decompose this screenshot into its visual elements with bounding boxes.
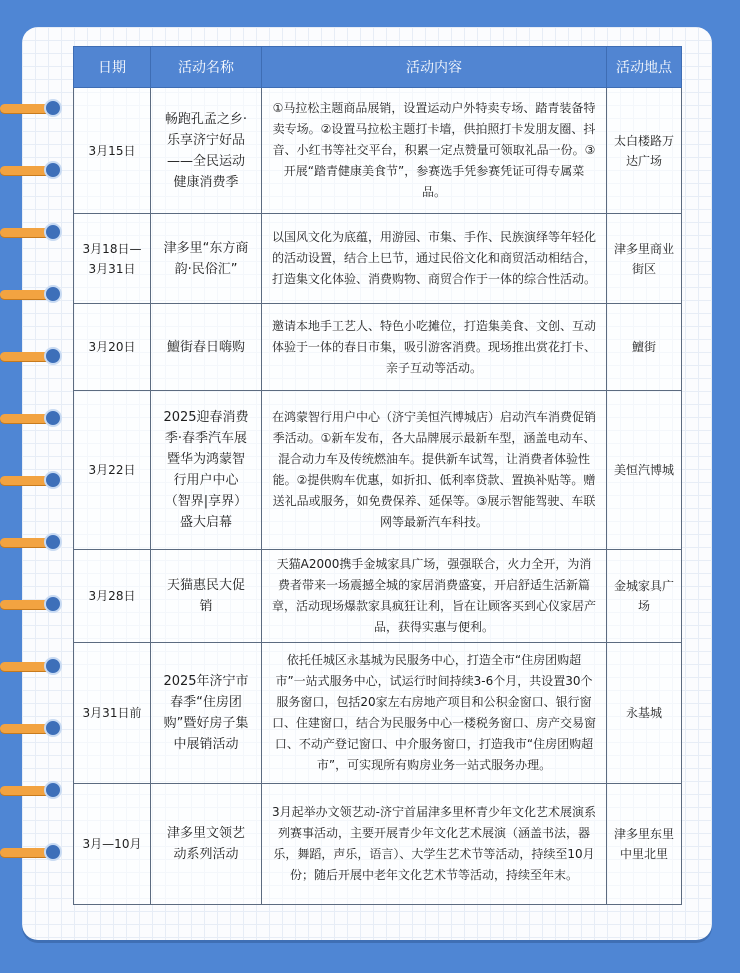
event-schedule-table xyxy=(73,46,682,905)
binder-ring xyxy=(0,655,62,677)
cell-activity-name: 鱣街春日嗨购 xyxy=(151,304,262,391)
header-activity-location: 活动地点 xyxy=(607,47,682,88)
cell-activity-content: 在鸿蒙智行用户中心（济宁美恒汽博城店）启动汽车消费促销季活动。①新车发布，各大品牌展示最新车型，涵盖电动车、混合动力车及传统燃油车。提供新车试驾，让消费者体验性能。②提供购车优惠，如折扣、低利率贷款、置换补贴等。赠送礼品或服务，如免费保养、延保等。③展示智能驾驶、车联网等最新汽车科技。 xyxy=(262,391,607,550)
cell-activity-name: 2025年济宁市春季“住房团购”暨好房子集中展销活动 xyxy=(151,643,262,784)
cell-date: 3月22日 xyxy=(74,391,151,550)
binder-ring xyxy=(0,97,62,119)
cell-location: 美恒汽博城 xyxy=(607,391,682,550)
binder-ring xyxy=(0,779,62,801)
cell-activity-content: ①马拉松主题商品展销，设置运动户外特卖专场、踏青装备特卖专场。②设置马拉松主题打卡墙，供拍照打卡发朋友圈、抖音、小红书等社交平台，积累一定点赞量可领取礼品一份。③开展“踏青健康美食节”，参赛选手凭参赛凭证可得专属菜品。 xyxy=(262,88,607,214)
binder-ring xyxy=(0,221,62,243)
table-row xyxy=(74,304,682,391)
cell-date: 3月15日 xyxy=(74,88,151,214)
binder-ring xyxy=(0,407,62,429)
cell-activity-name: 2025迎春消费季·春季汽车展暨华为鸿蒙智行用户中心（智界|享界）盛大启幕 xyxy=(151,391,262,550)
table-row xyxy=(74,214,682,304)
binder-ring xyxy=(0,345,62,367)
header-activity-name: 活动名称 xyxy=(151,47,262,88)
header-date: 日期 xyxy=(74,47,151,88)
table-header-row xyxy=(74,47,682,88)
cell-activity-content: 依托任城区永基城为民服务中心，打造全市“住房团购超市”一站式服务中心，试运行时间持续3-6个月，共设置30个服务窗口，包括20家左右房地产项目和公积金窗口、银行窗口、住建窗口，结合为民服务中心一楼税务窗口、房产交易窗口、不动产登记窗口、中介服务窗口，打造我市“住房团购超市”，可实现所有购房业务一站式服务办理。 xyxy=(262,643,607,784)
cell-location: 金城家具广场 xyxy=(607,550,682,643)
cell-activity-name: 天猫惠民大促销 xyxy=(151,550,262,643)
binder-ring xyxy=(0,717,62,739)
cell-activity-name: 畅跑孔孟之乡·乐享济宁好品——全民运动健康消费季 xyxy=(151,88,262,214)
table-row xyxy=(74,643,682,784)
cell-activity-content: 天猫A2000携手金城家具广场，强强联合，火力全开，为消费者带来一场震撼全城的家居消费盛宴，开启舒适生活新篇章，活动现场爆款家具疯狂让利，旨在让顾客买到心仪家居产品，获得实惠与便利。 xyxy=(262,550,607,643)
binder-ring xyxy=(0,531,62,553)
cell-location: 永基城 xyxy=(607,643,682,784)
binder-ring xyxy=(0,159,62,181)
cell-location: 太白楼路万达广场 xyxy=(607,88,682,214)
cell-activity-content: 3月起举办文领艺动-济宁首届津多里杯青少年文化艺术展演系列赛事活动，主要开展青少年文化艺术展演（涵盖书法，器乐，舞蹈，声乐，语言）、大学生艺术节等活动，持续至10月份；随后开展中老年文化艺术节等活动，持续至年末。 xyxy=(262,784,607,905)
table-row xyxy=(74,550,682,643)
cell-location: 鱣街 xyxy=(607,304,682,391)
binder-ring xyxy=(0,593,62,615)
cell-activity-name: 津多里“东方商韵·民俗汇” xyxy=(151,214,262,304)
cell-activity-content: 以国风文化为底蕴，用游园、市集、手作、民族演绎等年轻化的活动设置，结合上巳节，通过民俗文化和商贸活动相结合，打造集文化体验、消费购物、商贸合作于一体的综合性活动。 xyxy=(262,214,607,304)
cell-activity-name: 津多里文领艺动系列活动 xyxy=(151,784,262,905)
binder-ring xyxy=(0,469,62,491)
table-row xyxy=(74,391,682,550)
cell-date: 3月20日 xyxy=(74,304,151,391)
cell-location: 津多里东里中里北里 xyxy=(607,784,682,905)
table-row xyxy=(74,784,682,905)
cell-location: 津多里商业街区 xyxy=(607,214,682,304)
cell-date: 3月18日—3月31日 xyxy=(74,214,151,304)
binder-ring xyxy=(0,841,62,863)
cell-date: 3月—10月 xyxy=(74,784,151,905)
cell-date: 3月28日 xyxy=(74,550,151,643)
binder-ring xyxy=(0,283,62,305)
table-row xyxy=(74,88,682,214)
header-activity-content: 活动内容 xyxy=(262,47,607,88)
cell-activity-content: 邀请本地手工艺人、特色小吃摊位，打造集美食、文创、互动体验于一体的春日市集，吸引游客消费。现场推出赏花打卡、亲子互动等活动。 xyxy=(262,304,607,391)
cell-date: 3月31日前 xyxy=(74,643,151,784)
